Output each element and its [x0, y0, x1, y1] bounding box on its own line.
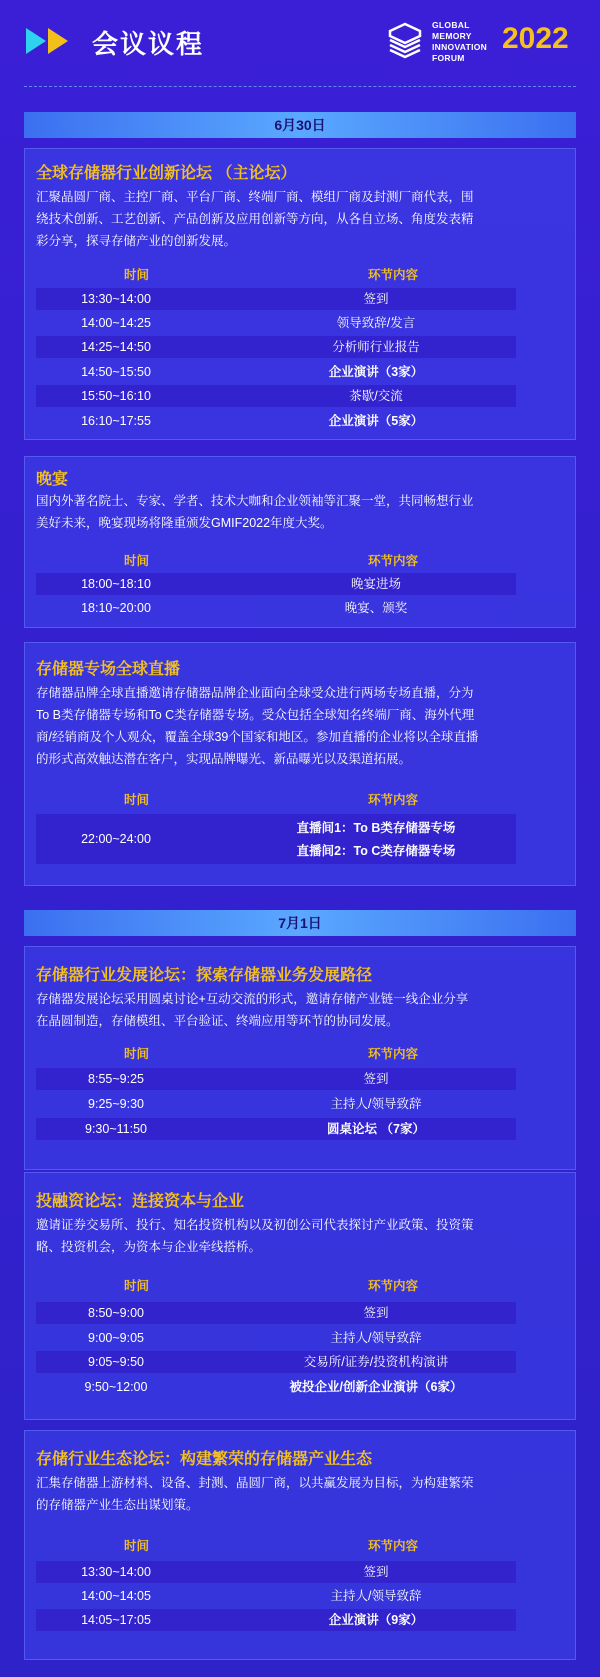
time-header: 时间 — [124, 1047, 150, 1061]
section-title: 晚宴 — [36, 471, 69, 488]
date-bar: 6月30日 — [24, 112, 576, 138]
table-row: 14:00~14:05 主持人/领导致辞 — [81, 1589, 422, 1603]
time-header: 时间 — [124, 793, 150, 807]
forum-name: GLOBAL MEMORY INNOVATION FORUM — [432, 20, 488, 63]
year-label: 2022 — [502, 22, 569, 55]
table-row: 8:55~9:25 签到 — [36, 1068, 516, 1090]
table-row: 9:25~9:30 主持人/领导致辞 — [88, 1097, 422, 1111]
table-row: 9:00~9:05 主持人/领导致辞 — [88, 1331, 422, 1345]
section-description: 存储器品牌全球直播邀请存储器品牌企业面向全球受众进行两场专场直播，分为 To B类存储器专场和To C类存储器专场。受众包括全球知名终端厂商、海外代理 商/经销商及个人观众，覆盖全球39个国家和地区。参加直播的企业将以全球直播 的形式高效触达潜在客户，实现品牌曝光、新品曝光以及渠道拓展。 — [36, 686, 479, 766]
time-header: 时间 — [124, 554, 150, 568]
section-description: 汇集存储器上游材料、设备、封测、晶圆厂商，以共赢发展为目标，为构建繁荣 的存储器产业生态出谋划策。 — [36, 1476, 474, 1512]
table-row: 15:50~16:10 茶歇/交流 — [36, 385, 516, 407]
content-header: 环节内容 — [368, 1047, 419, 1061]
section-description: 国内外著名院士、专家、学者、技术大咖和企业领袖等汇聚一堂，共同畅想行业 美好未来，晚宴现场将隆重颁发GMIF2022年度大奖。 — [36, 494, 474, 530]
section-description: 存储器发展论坛采用圆桌讨论+互动交流的形式，邀请存储产业链一线企业分享 在晶圆制造，存储模组、平台验证、终端应用等环节的协同发展。 — [36, 992, 469, 1028]
table-row: 14:25~14:50 分析师行业报告 — [36, 336, 516, 358]
gmif-logo-icon — [386, 22, 424, 60]
content-header: 环节内容 — [368, 1539, 419, 1553]
section-title: 全球存储器行业创新论坛 （主论坛） — [36, 165, 297, 182]
time-header: 时间 — [124, 268, 150, 282]
table-row: 9:50~12:00 被投企业/创新企业演讲（6家） — [84, 1380, 463, 1394]
table-row: 13:30~14:00 签到 — [36, 288, 516, 310]
table-row: 8:50~9:00 签到 — [36, 1302, 516, 1324]
table-row: 14:05~17:05 企业演讲（9家） — [36, 1609, 516, 1631]
content-header: 环节内容 — [368, 268, 419, 282]
content-header: 环节内容 — [368, 1279, 419, 1293]
time-header: 时间 — [124, 1279, 150, 1293]
table-row: 22:00~24:00 直播间1：To B类存储器专场 直播间2：To C类存储器专场 — [36, 814, 516, 864]
page-title: 会议议程 — [92, 29, 205, 59]
section-title: 存储器专场全球直播 — [36, 661, 181, 678]
table-row: 14:00~14:25 领导致辞/发言 — [81, 316, 416, 330]
section-title: 存储器行业发展论坛：探索存储器业务发展路径 — [36, 967, 373, 984]
section-title: 投融资论坛：连接资本与企业 — [36, 1193, 245, 1210]
section-title: 存储行业生态论坛：构建繁荣的存储器产业生态 — [36, 1451, 373, 1468]
play-arrows-icon — [26, 28, 68, 54]
section-description: 汇聚晶圆厂商、主控厂商、平台厂商、终端厂商、模组厂商及封测厂商代表，围 绕技术创新、工艺创新、产品创新及应用创新等方向，从各自立场、角度发表精 彩分享，探寻存储产业的创新发展。 — [36, 190, 474, 248]
table-row: 9:05~9:50 交易所/证券/投资机构演讲 — [36, 1351, 516, 1373]
table-row: 18:00~18:10 晚宴进场 — [36, 573, 516, 595]
page-header — [0, 0, 600, 84]
table-row: 13:30~14:00 签到 — [36, 1561, 516, 1583]
table-row: 14:50~15:50 企业演讲（3家） — [81, 365, 424, 379]
divider — [24, 86, 576, 87]
table-row: 16:10~17:55 企业演讲（5家） — [81, 414, 424, 428]
section-description: 邀请证券交易所、投行、知名投资机构以及初创公司代表探讨产业政策、投资策 略、投资机会，为资本与企业牵线搭桥。 — [36, 1218, 474, 1254]
date-bar: 7月1日 — [24, 910, 576, 936]
content-header: 环节内容 — [368, 554, 419, 568]
content-header: 环节内容 — [368, 793, 419, 807]
table-row: 9:30~11:50 圆桌论坛 （7家） — [36, 1118, 516, 1140]
table-row: 18:10~20:00 晚宴、颁奖 — [81, 601, 408, 615]
time-header: 时间 — [124, 1539, 150, 1553]
